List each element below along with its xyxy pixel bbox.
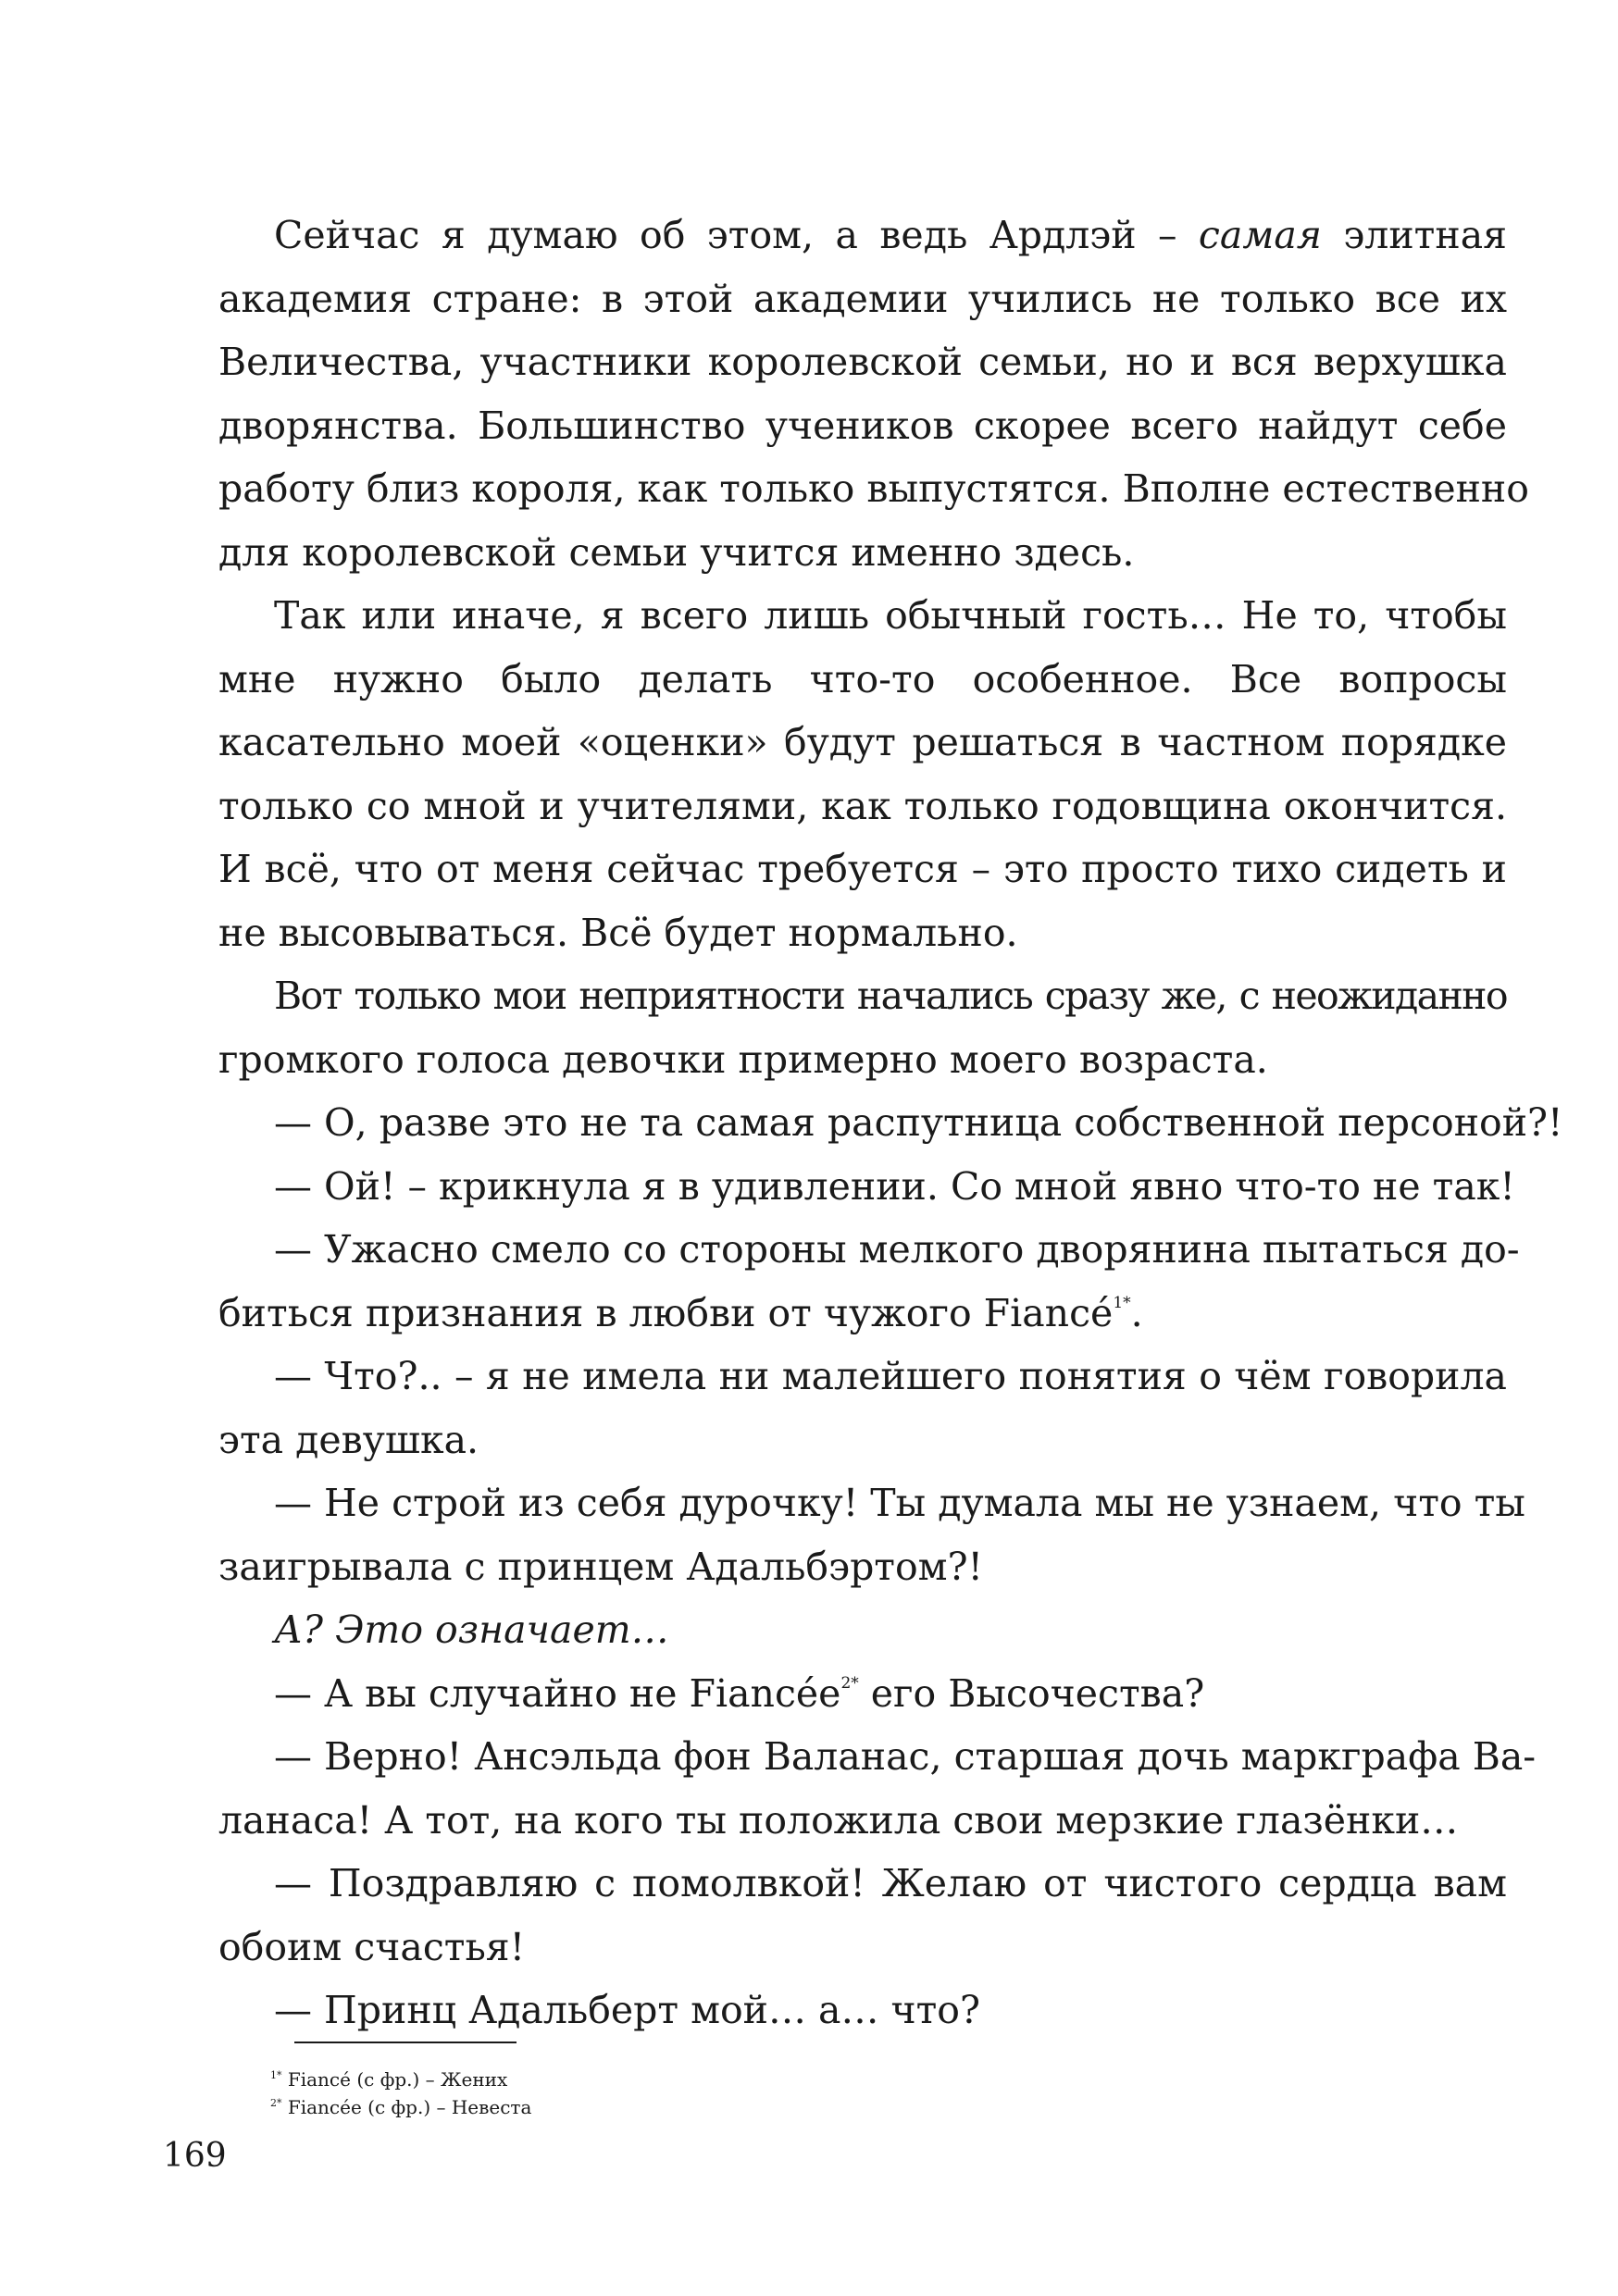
text-line: И всё, что от меня сейчас требуется – это просто тихо сидеть и <box>218 847 1507 891</box>
text-line: ланаса! А тот, на кого ты положила свои мерзкие глазёнки… <box>218 1797 1459 1843</box>
dialogue-line: — Принц Адальберт мой… а… что? <box>274 1988 980 2032</box>
footnote-item: $^{1*}$ Fiancé (с фр.) – Жених <box>270 2068 508 2091</box>
text-line: биться признания в любви от чужого Fiancé$^{1*}$. <box>218 1290 1143 1335</box>
dialogue-line: — Поздравляю с помолвкой! Желаю от чистого сердца вам <box>274 1861 1507 1905</box>
text-line: дворянства. Большинство учеников скорее всего найдут себе <box>218 403 1507 448</box>
text-line: касательно моей «оценки» будут решаться в частном порядке <box>218 720 1507 764</box>
footnote-ref: 2* <box>840 1673 859 1693</box>
text-line: Вот только мои неприятности начались сразу же, с неожиданно <box>274 974 1507 1018</box>
footnote-ref: 1* <box>1113 1293 1131 1312</box>
dialogue-line: — Верно! Ансэльда фон Валанас, старшая дочь маркграфа Ва- <box>274 1734 1537 1779</box>
text-line: эта девушка. <box>218 1417 479 1462</box>
dialogue-line: — О, разве это не та самая распутница собственной персоной?! <box>274 1100 1563 1145</box>
text-line: Так или иначе, я всего лишь обычный гость… Не то, чтобы <box>274 593 1507 638</box>
text-line: только со мной и учителями, как только годовщина окончится. <box>218 783 1507 828</box>
text-line: обоим счастья! <box>218 1924 526 1969</box>
dialogue-line: — Ужасно смело со стороны мелкого дворянина пытаться до- <box>274 1227 1520 1272</box>
footnote-item: $^{2*}$ Fiancée (с фр.) – Невеста <box>270 2096 532 2118</box>
dialogue-line: — А вы случайно не Fiancée$^{2*}$ его Высочества? <box>274 1670 1205 1716</box>
text-line: Величества, участники королевской семьи, но и вся верхушка <box>218 340 1507 384</box>
footnotes <box>270 2066 1011 2121</box>
dialogue-line: — Не строй из себя дурочку! Ты думала мы не узнаем, что ты <box>274 1481 1525 1525</box>
dialogue-line: — Ой! – крикнула я в удивлении. Со мной явно что-то не так! <box>274 1163 1515 1209</box>
page-number: 169 <box>163 2137 227 2175</box>
footnote-divider <box>294 2042 517 2043</box>
body-text <box>218 204 1563 2042</box>
text-line: не высовываться. Всё будет нормально. <box>218 910 1018 955</box>
text-line: работу близ короля, как только выпустятся. Вполне естественно <box>218 466 1529 511</box>
text-line: для королевской семьи учится именно здесь. <box>218 529 1135 575</box>
text-line: громкого голоса девочки примерно моего возраста. <box>218 1036 1268 1082</box>
text-line: мне нужно было делать что-то особенное. Все вопросы <box>218 656 1507 701</box>
thought-line: А? Это означает… <box>274 1607 669 1652</box>
text-line: академия стране: в этой академии учились не только все их <box>218 276 1507 321</box>
dialogue-line: — Что?.. – я не имела ни малейшего понятия о чём говорила <box>274 1354 1507 1398</box>
text-line: Сейчас я думаю об этом, а ведь Ардлэй – самая элитная <box>274 213 1507 257</box>
text-line: заигрывала с принцем Адальбэртом?! <box>218 1544 984 1589</box>
